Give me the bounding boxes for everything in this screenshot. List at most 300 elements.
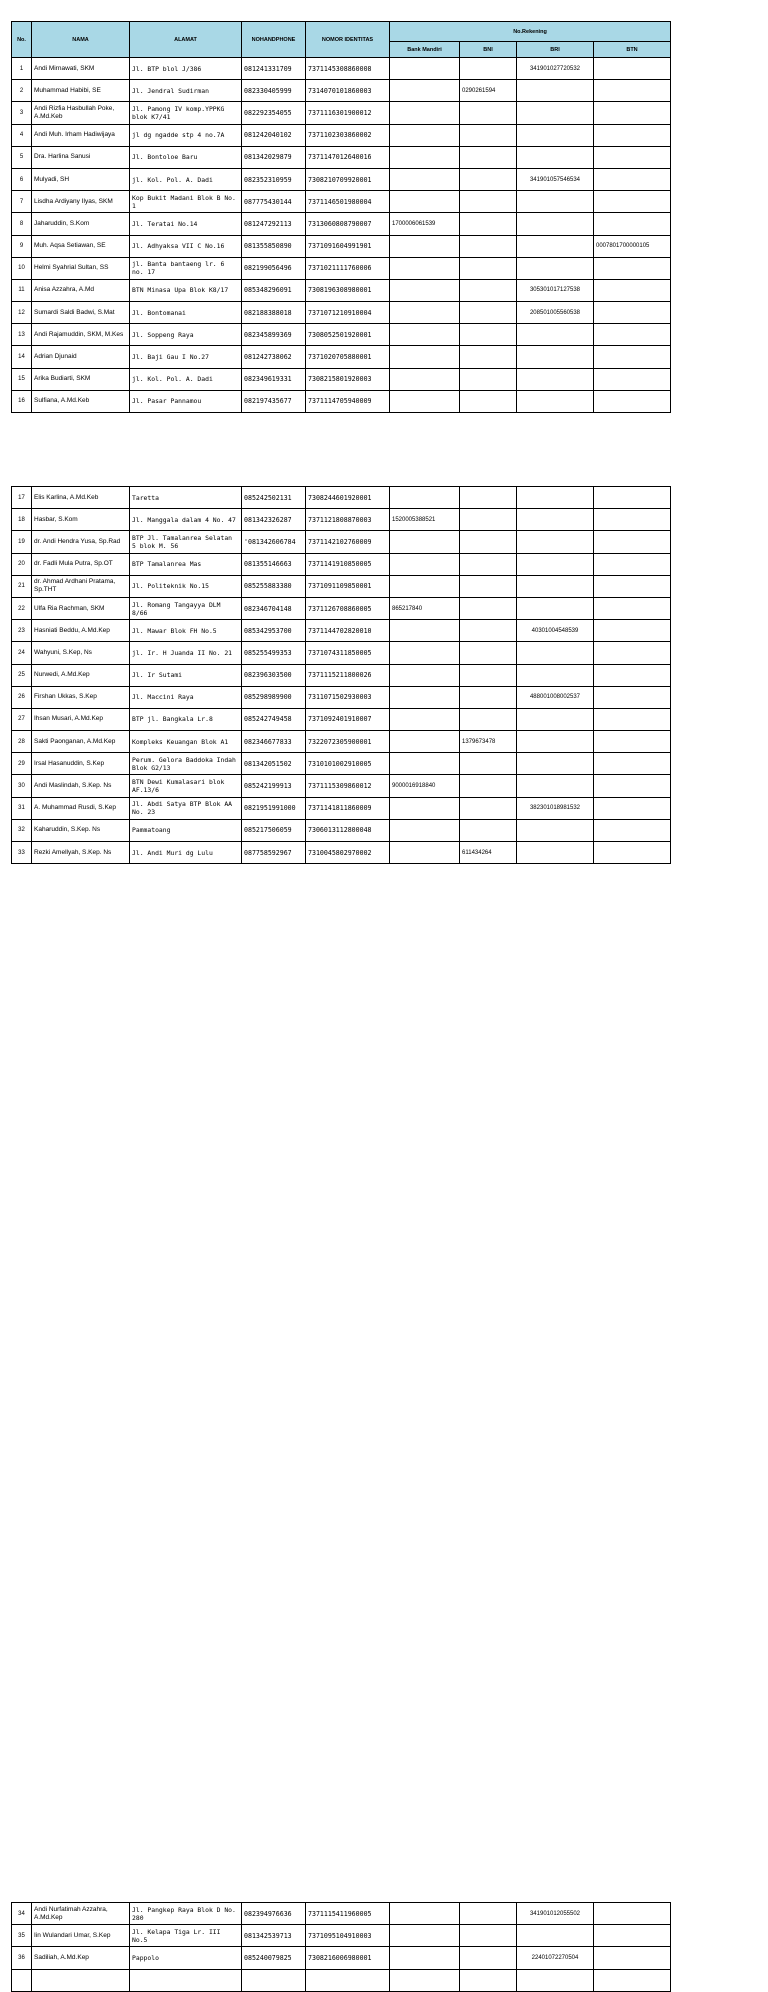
cell-nik: 7371146501980004: [306, 191, 390, 213]
cell-no: 27: [12, 708, 32, 730]
table-row: [12, 58, 671, 80]
cell-phone: 081342029879: [242, 146, 306, 168]
cell-nik: 7371142102760009: [306, 531, 390, 553]
cell-alamat: BTP Tamalanrea Mas: [130, 553, 242, 575]
cell-phone: '081342606784: [242, 531, 306, 553]
cell-alamat: Jl. Politeknik No.15: [130, 575, 242, 597]
table-row: [12, 213, 671, 235]
cell-bri: 382301018981532: [517, 797, 594, 819]
table-row: [12, 191, 671, 213]
cell-bri: [517, 146, 594, 168]
cell-phone: 081342326287: [242, 509, 306, 531]
cell-bni: [460, 1903, 517, 1925]
cell-no: 24: [12, 642, 32, 664]
cell-alamat: Jl. Mawar Blok FH No.5: [130, 620, 242, 642]
cell-nama: Andi Maslindah, S.Kep. Ns: [32, 775, 130, 797]
table-row: [12, 509, 671, 531]
cell-bni: [460, 531, 517, 553]
cell-no: [12, 1969, 32, 1991]
table-row: [12, 235, 671, 257]
cell-bri: [517, 80, 594, 102]
cell-nama: dr. Ahmad Ardhani Pratama, Sp.THT: [32, 575, 130, 597]
table-row: [12, 324, 671, 346]
cell-nik: 7371071210910004: [306, 302, 390, 324]
table-body-section-3: [12, 1903, 671, 1992]
cell-bri: [517, 390, 594, 412]
cell-phone: 082349619331: [242, 368, 306, 390]
cell-no: 17: [12, 487, 32, 509]
cell-btn: [594, 324, 671, 346]
cell-btn: [594, 1903, 671, 1925]
cell-nik: 7371102303860002: [306, 124, 390, 146]
cell-btn: [594, 368, 671, 390]
cell-alamat: jl dg ngadde stp 4 no.7A: [130, 124, 242, 146]
cell-nama: [32, 1969, 130, 1991]
cell-mandiri: [390, 324, 460, 346]
cell-bri: [517, 235, 594, 257]
cell-bni: [460, 1925, 517, 1947]
cell-btn: [594, 487, 671, 509]
cell-mandiri: [390, 191, 460, 213]
cell-mandiri: 1520005388521: [390, 509, 460, 531]
cell-btn: [594, 553, 671, 575]
cell-bni: [460, 146, 517, 168]
cell-nama: Ihsan Musari, A.Md.Kep: [32, 708, 130, 730]
cell-bri: [517, 775, 594, 797]
cell-phone: 082346704148: [242, 597, 306, 619]
cell-no: 25: [12, 664, 32, 686]
cell-phone: [242, 1969, 306, 1991]
cell-nik: 7371115309860012: [306, 775, 390, 797]
cell-mandiri: [390, 642, 460, 664]
cell-mandiri: [390, 257, 460, 279]
cell-nama: Andi Rizfia Hasbullah Poke, A.Md.Keb: [32, 102, 130, 124]
cell-nik: 7371115211800026: [306, 664, 390, 686]
cell-nik: 7371121808870003: [306, 509, 390, 531]
cell-btn: [594, 279, 671, 301]
cell-alamat: [130, 1969, 242, 1991]
cell-mandiri: [390, 146, 460, 168]
cell-btn: 0007801700000105: [594, 235, 671, 257]
cell-phone: 082292354055: [242, 102, 306, 124]
cell-nik: [306, 1969, 390, 1991]
cell-mandiri: [390, 1947, 460, 1969]
cell-btn: [594, 819, 671, 841]
cell-nik: 7371020705880001: [306, 346, 390, 368]
cell-btn: [594, 346, 671, 368]
cell-nik: 7371021111760006: [306, 257, 390, 279]
cell-bri: 488001008002537: [517, 686, 594, 708]
cell-no: 21: [12, 575, 32, 597]
table-row: [12, 620, 671, 642]
cell-btn: [594, 620, 671, 642]
cell-btn: [594, 58, 671, 80]
cell-phone: 085342953700: [242, 620, 306, 642]
cell-nama: Iin Wulandari Umar, S.Kep: [32, 1925, 130, 1947]
cell-bni: [460, 302, 517, 324]
cell-mandiri: 1700006061539: [390, 213, 460, 235]
cell-nik: 7314070101860003: [306, 80, 390, 102]
table-row: [12, 1925, 671, 1947]
table-row: [12, 1947, 671, 1969]
cell-mandiri: [390, 842, 460, 864]
cell-no: 12: [12, 302, 32, 324]
table-row: [12, 797, 671, 819]
cell-phone: 087758592967: [242, 842, 306, 864]
table-row: [12, 553, 671, 575]
cell-mandiri: [390, 553, 460, 575]
table-row: [12, 168, 671, 190]
cell-alamat: BTP Jl. Tamalanrea Selatan 5 blok M. 56: [130, 531, 242, 553]
cell-no: 8: [12, 213, 32, 235]
cell-no: 34: [12, 1903, 32, 1925]
header-nama: NAMA: [32, 22, 130, 58]
cell-bri: [517, 664, 594, 686]
table-row: [12, 80, 671, 102]
cell-bri: [517, 708, 594, 730]
data-table-section-3: [11, 1902, 671, 1992]
cell-no: 7: [12, 191, 32, 213]
cell-alamat: Jl. Baji Gau I No.27: [130, 346, 242, 368]
cell-btn: [594, 168, 671, 190]
cell-nama: Irsal Hasanuddin, S.Kep: [32, 753, 130, 775]
table-body-section-1: [12, 58, 671, 413]
cell-btn: [594, 191, 671, 213]
cell-phone: 085240079825: [242, 1947, 306, 1969]
cell-phone: 085348296091: [242, 279, 306, 301]
cell-bri: [517, 257, 594, 279]
table-row: [12, 664, 671, 686]
cell-phone: 082197435677: [242, 390, 306, 412]
cell-btn: [594, 1947, 671, 1969]
cell-bni: [460, 819, 517, 841]
cell-btn: [594, 842, 671, 864]
cell-nama: dr. Andi Hendra Yusa, Sp.Rad: [32, 531, 130, 553]
table-row: [12, 257, 671, 279]
cell-btn: [594, 146, 671, 168]
cell-no: 3: [12, 102, 32, 124]
cell-bni: [460, 168, 517, 190]
cell-bri: 208501005560538: [517, 302, 594, 324]
cell-bri: [517, 324, 594, 346]
data-table-section-2: [11, 486, 671, 864]
cell-mandiri: [390, 58, 460, 80]
cell-bni: [460, 642, 517, 664]
cell-phone: 085242199913: [242, 775, 306, 797]
cell-nama: Anisa Azzahra, A.Md: [32, 279, 130, 301]
cell-nik: 7311071502930003: [306, 686, 390, 708]
cell-nama: Sakti Paonganan, A.Md.Kep: [32, 731, 130, 753]
cell-phone: 085298989900: [242, 686, 306, 708]
cell-phone: 087775430144: [242, 191, 306, 213]
table-row: [12, 390, 671, 412]
cell-mandiri: 9000016918840: [390, 775, 460, 797]
cell-phone: 082199056496: [242, 257, 306, 279]
cell-nama: Hasbar, S.Kom: [32, 509, 130, 531]
table-row: [12, 731, 671, 753]
cell-bri: [517, 753, 594, 775]
cell-no: 26: [12, 686, 32, 708]
cell-bni: [460, 124, 517, 146]
cell-bri: [517, 642, 594, 664]
cell-alamat: Perum. Gelora Baddoka Indah Blok G2/13: [130, 753, 242, 775]
cell-mandiri: [390, 168, 460, 190]
cell-bri: 341901057546534: [517, 168, 594, 190]
table-row: [12, 819, 671, 841]
cell-bni: [460, 1969, 517, 1991]
cell-bni: [460, 279, 517, 301]
cell-mandiri: [390, 797, 460, 819]
cell-mandiri: [390, 531, 460, 553]
cell-nik: 7308216006980001: [306, 1947, 390, 1969]
table-body-section-2: [12, 487, 671, 864]
cell-mandiri: [390, 368, 460, 390]
cell-alamat: jl. Ir. H Juanda II No. 21: [130, 642, 242, 664]
cell-bni: [460, 775, 517, 797]
cell-no: 4: [12, 124, 32, 146]
header-rekening: No.Rekening: [390, 22, 671, 42]
cell-mandiri: [390, 819, 460, 841]
cell-nama: Ulfa Ria Rachman, SKM: [32, 597, 130, 619]
cell-alamat: BTN Dewi Kumalasari blok AF.13/6: [130, 775, 242, 797]
cell-btn: [594, 102, 671, 124]
cell-alamat: Jl. Maccini Raya: [130, 686, 242, 708]
cell-bri: [517, 531, 594, 553]
cell-nama: Kaharuddin, S.Kep. Ns: [32, 819, 130, 841]
cell-alamat: BTN Minasa Upa Blok K8/17: [130, 279, 242, 301]
cell-alamat: Jl. BTP blol J/386: [130, 58, 242, 80]
cell-nama: Sulfiana, A.Md.Keb: [32, 390, 130, 412]
cell-bri: [517, 509, 594, 531]
cell-bri: [517, 1969, 594, 1991]
cell-nama: Rezki Amellyah, S.Kep. Ns: [32, 842, 130, 864]
cell-nik: 7371144702820010: [306, 620, 390, 642]
cell-mandiri: [390, 390, 460, 412]
cell-phone: 081355146663: [242, 553, 306, 575]
cell-btn: [594, 124, 671, 146]
cell-alamat: BTP jl. Bangkala Lr.8: [130, 708, 242, 730]
cell-btn: [594, 531, 671, 553]
cell-bri: [517, 597, 594, 619]
cell-no: 1: [12, 58, 32, 80]
cell-bni: [460, 553, 517, 575]
cell-nama: Helmi Syahrial Sultan, SS: [32, 257, 130, 279]
cell-phone: 081355850890: [242, 235, 306, 257]
data-table-section-1: [11, 21, 671, 413]
cell-phone: 081342051502: [242, 753, 306, 775]
cell-phone: 085255883380: [242, 575, 306, 597]
cell-btn: [594, 686, 671, 708]
cell-nama: Lisdha Ardiyany Ilyas, SKM: [32, 191, 130, 213]
cell-mandiri: [390, 1969, 460, 1991]
cell-mandiri: [390, 708, 460, 730]
cell-nama: Nurwedi, A.Md.Kep: [32, 664, 130, 686]
cell-nama: Elis Karlina, A.Md.Keb: [32, 487, 130, 509]
cell-bri: [517, 368, 594, 390]
cell-btn: [594, 390, 671, 412]
cell-bri: [517, 575, 594, 597]
cell-bri: [517, 842, 594, 864]
cell-nama: Sumardi Saldi Badwi, S.Mat: [32, 302, 130, 324]
cell-bni: 1379673478: [460, 731, 517, 753]
cell-bri: [517, 553, 594, 575]
cell-nama: Muhammad Habibi, SE: [32, 80, 130, 102]
cell-alamat: Kompleks Keuangan Blok A1: [130, 731, 242, 753]
cell-nama: A. Muhammad Rusdi, S.Kep: [32, 797, 130, 819]
cell-nama: Sadiliah, A.Md.Kep: [32, 1947, 130, 1969]
cell-btn: [594, 597, 671, 619]
cell-nik: 7371092401910007: [306, 708, 390, 730]
cell-nik: 7310045802970002: [306, 842, 390, 864]
table-row: [12, 368, 671, 390]
cell-nik: 7371095104910003: [306, 1925, 390, 1947]
cell-nik: 7308052501920001: [306, 324, 390, 346]
cell-bni: [460, 346, 517, 368]
cell-no: 16: [12, 390, 32, 412]
cell-alamat: Jl. Jendral Sudirman: [130, 80, 242, 102]
cell-nama: Wahyuni, S.Kep, Ns: [32, 642, 130, 664]
table-row: [12, 597, 671, 619]
cell-alamat: Jl. Romang Tangayya DLM 8/66: [130, 597, 242, 619]
cell-nik: 7371126708860005: [306, 597, 390, 619]
cell-alamat: Kop Bukit Madani Blok B No. 1: [130, 191, 242, 213]
header-no: No.: [12, 22, 32, 58]
cell-mandiri: [390, 279, 460, 301]
cell-alamat: jl. Kol. Pol. A. Dadi: [130, 168, 242, 190]
cell-alamat: Pappolo: [130, 1947, 242, 1969]
header-bri: BRI: [517, 42, 594, 58]
cell-mandiri: [390, 753, 460, 775]
cell-bri: [517, 487, 594, 509]
cell-phone: 081242040102: [242, 124, 306, 146]
cell-btn: [594, 775, 671, 797]
cell-bni: [460, 1947, 517, 1969]
cell-nik: 7371091109850001: [306, 575, 390, 597]
cell-bri: [517, 1925, 594, 1947]
cell-bni: [460, 257, 517, 279]
cell-nik: 7371091604991901: [306, 235, 390, 257]
table-row: [12, 753, 671, 775]
cell-no: 6: [12, 168, 32, 190]
header-phone: NOHANDPHONE: [242, 22, 306, 58]
cell-bni: 611434264: [460, 842, 517, 864]
header-mandiri: Bank Mandiri: [390, 42, 460, 58]
cell-no: 5: [12, 146, 32, 168]
cell-mandiri: [390, 1925, 460, 1947]
cell-mandiri: [390, 235, 460, 257]
cell-no: 33: [12, 842, 32, 864]
cell-bni: [460, 686, 517, 708]
cell-mandiri: [390, 487, 460, 509]
cell-mandiri: [390, 346, 460, 368]
cell-btn: [594, 213, 671, 235]
cell-phone: 082330405999: [242, 80, 306, 102]
table-row: [12, 102, 671, 124]
cell-phone: 0821951991000: [242, 797, 306, 819]
cell-bni: [460, 213, 517, 235]
cell-mandiri: [390, 80, 460, 102]
cell-alamat: Jl. Abdi Satya BTP Blok AA No. 23: [130, 797, 242, 819]
cell-nik: 7306013112800048: [306, 819, 390, 841]
table-row: [12, 708, 671, 730]
cell-btn: [594, 575, 671, 597]
header-alamat: ALAMAT: [130, 22, 242, 58]
cell-nik: 7308210709920001: [306, 168, 390, 190]
cell-no: 31: [12, 797, 32, 819]
cell-nama: Dra. Harlina Sanusi: [32, 146, 130, 168]
cell-nik: 7371116301900012: [306, 102, 390, 124]
header-bni: BNI: [460, 42, 517, 58]
cell-btn: [594, 257, 671, 279]
cell-no: 10: [12, 257, 32, 279]
cell-bri: [517, 731, 594, 753]
cell-no: 19: [12, 531, 32, 553]
cell-alamat: jl. Banta bantaeng lr. 6 no. 17: [130, 257, 242, 279]
cell-no: 28: [12, 731, 32, 753]
table-row: [12, 279, 671, 301]
cell-mandiri: [390, 1903, 460, 1925]
cell-nama: Adrian Djunaid: [32, 346, 130, 368]
cell-phone: 085242502131: [242, 487, 306, 509]
cell-bni: [460, 575, 517, 597]
cell-no: 22: [12, 597, 32, 619]
cell-btn: [594, 1969, 671, 1991]
cell-bni: [460, 235, 517, 257]
cell-btn: [594, 708, 671, 730]
cell-mandiri: 865217840: [390, 597, 460, 619]
cell-nik: 7371145308860008: [306, 58, 390, 80]
cell-mandiri: [390, 620, 460, 642]
cell-bni: [460, 368, 517, 390]
table-row: [12, 146, 671, 168]
table-row: [12, 302, 671, 324]
cell-nama: Muh. Aqsa Setiawan, SE: [32, 235, 130, 257]
cell-phone: 081242738062: [242, 346, 306, 368]
table-row: [12, 842, 671, 864]
cell-phone: 082396303500: [242, 664, 306, 686]
cell-phone: 085217506059: [242, 819, 306, 841]
cell-no: 20: [12, 553, 32, 575]
cell-bni: [460, 797, 517, 819]
cell-bni: [460, 664, 517, 686]
cell-bni: [460, 597, 517, 619]
cell-bri: 40301004548539: [517, 620, 594, 642]
cell-nik: 7371147012640016: [306, 146, 390, 168]
table-row: [12, 1903, 671, 1925]
cell-phone: 081247292113: [242, 213, 306, 235]
cell-phone: 082345899369: [242, 324, 306, 346]
header-nik: NOMOR IDENTITAS: [306, 22, 390, 58]
cell-nik: 7308244601920001: [306, 487, 390, 509]
cell-bri: [517, 346, 594, 368]
cell-mandiri: [390, 102, 460, 124]
cell-nik: 7371141910850005: [306, 553, 390, 575]
cell-nama: Arika Budiarti, SKM: [32, 368, 130, 390]
cell-nik: 7308215801920003: [306, 368, 390, 390]
cell-bri: 341901012055502: [517, 1903, 594, 1925]
cell-bri: [517, 819, 594, 841]
cell-no: 2: [12, 80, 32, 102]
cell-nik: 7371141811860009: [306, 797, 390, 819]
cell-nik: 7310101002910005: [306, 753, 390, 775]
cell-phone: 081241331709: [242, 58, 306, 80]
cell-bri: [517, 213, 594, 235]
table-row: [12, 487, 671, 509]
header-btn: BTN: [594, 42, 671, 58]
cell-nik: 7371115411960005: [306, 1903, 390, 1925]
cell-btn: [594, 642, 671, 664]
cell-bni: [460, 390, 517, 412]
